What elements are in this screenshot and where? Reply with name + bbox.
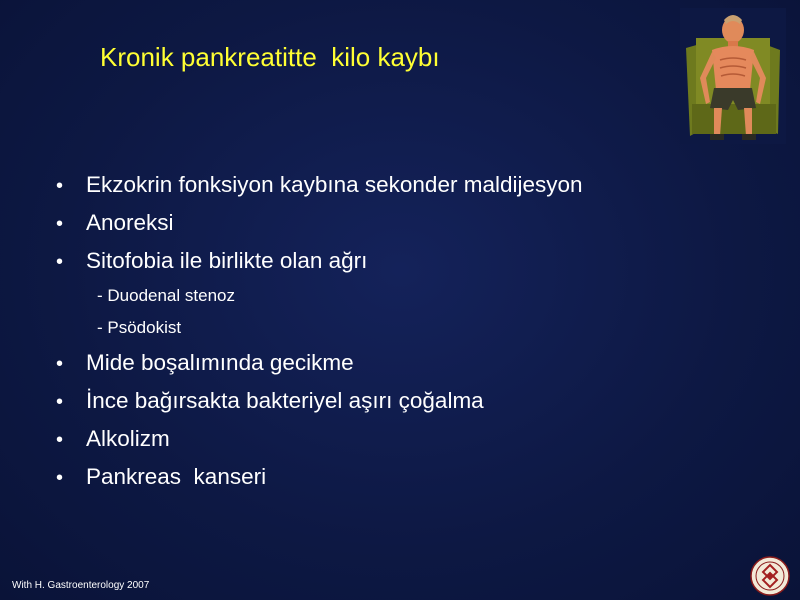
list-item — [56, 166, 583, 204]
list-item-text: Pankreas kanseri — [86, 464, 267, 489]
bullet-icon: • — [56, 175, 64, 197]
list-item-text: Ekzokrin fonksiyon kaybına sekonder maldijesyon — [86, 172, 583, 197]
emaciated-man-photo — [680, 8, 786, 144]
list-item — [56, 344, 583, 382]
list-item — [56, 420, 583, 458]
bullet-icon: • — [56, 467, 64, 489]
bullet-list — [56, 166, 583, 496]
list-item — [56, 382, 583, 420]
sub-item: - Psödokist — [97, 318, 182, 337]
bullet-icon: • — [56, 213, 64, 235]
list-item — [56, 458, 583, 496]
list-item-text: Mide boşalımında gecikme — [86, 350, 354, 375]
bullet-icon: • — [56, 391, 64, 413]
bullet-icon: • — [56, 353, 64, 375]
list-item — [56, 242, 583, 280]
source-citation: With H. Gastroenterology 2007 — [12, 580, 150, 591]
university-seal-icon — [750, 556, 790, 596]
list-item-text: Alkolizm — [86, 426, 170, 451]
slide-title: Kronik pankreatitte kilo kaybı — [100, 42, 440, 72]
bullet-icon: • — [56, 429, 64, 451]
list-item — [56, 204, 583, 242]
list-item-text: İnce bağırsakta bakteriyel aşırı çoğalma — [86, 388, 484, 413]
sub-item: - Duodenal stenoz — [97, 286, 235, 305]
list-item-text: Anoreksi — [86, 210, 174, 235]
bullet-icon: • — [56, 251, 64, 273]
list-item-text: Sitofobia ile birlikte olan ağrı — [86, 248, 368, 273]
